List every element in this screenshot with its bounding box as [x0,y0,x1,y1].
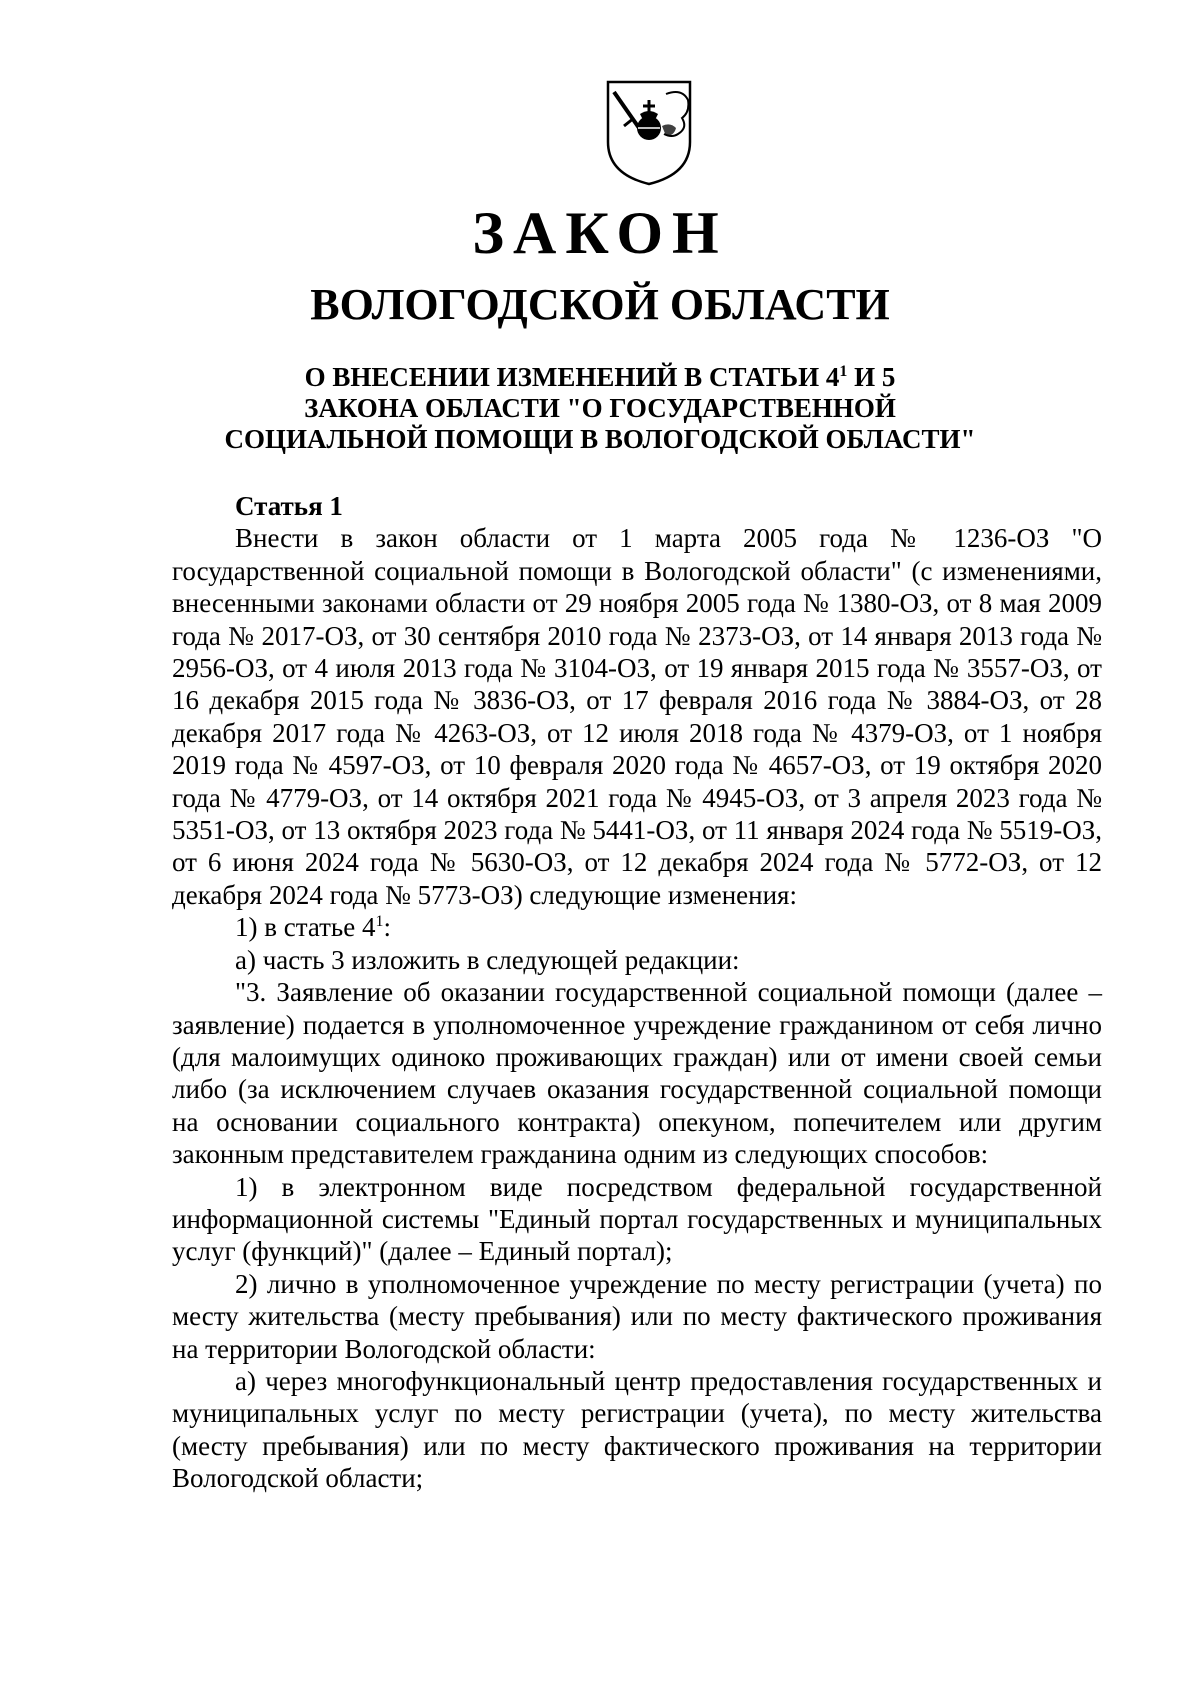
law-body [172,490,1102,1495]
article-heading: Статья 1 [235,491,343,521]
submission-way-2a: а) через многофункциональный центр предоставления государственных и муниципальных услуг по месту регистрации (учета), по месту жительства (месту пребывания) или по месту фактического проживания на территории Вологодской области; [172,1365,1102,1494]
item-1a: а) часть 3 изложить в следующей редакции: [235,944,740,975]
quoted-part-3: "3. Заявление об оказании государственной социальной помощи (далее – заявление) подается в уполномоченное учреждение гражданином от себя лично (для малоимущих одиноко проживающих граждан) или от имени своей семьи либо (за исключением случаев оказания государственной социальной помощи на основании социального контракта) опекуном, попечителем или другим законным представителем гражданина одним из следующих способов: [172,977,1102,1170]
item-1: 1) в статье $4^1$: [235,912,391,943]
vologda-coat-of-arms-icon [604,78,694,188]
law-subtitle [0,362,1200,455]
subtitle-line-1: О ВНЕСЕНИИ ИЗМЕНЕНИЙ В СТАТЬИ $4^1$ И 5 [304,362,896,392]
submission-way-2: 2) лично в уполномоченное учреждение по месту регистрации (учета) по месту жительства (месту пребывания) или по месту фактического проживания на территории Вологодской области: [172,1268,1102,1364]
document-title: ЗАКОН [472,200,728,266]
region-title: ВОЛОГОДСКОЙ ОБЛАСТИ [310,280,890,329]
submission-way-1: 1) в электронном виде посредством федеральной государственной информационной системы "Единый портал государственных и муниципальных услуг (функций)" (далее – Единый портал); [172,1171,1102,1267]
subtitle-line-3: СОЦИАЛЬНОЙ ПОМОЩИ В ВОЛОГОДСКОЙ ОБЛАСТИ" [224,424,976,454]
article-intro-paragraph: Внести в закон области от 1 марта 2005 года № 1236-ОЗ "О государственной социальной помощи в Вологодской области" (с изменениями, внесенными законами области от 29 ноября 2005 года № 1380-ОЗ, от 8 мая 2009 года № 2017-ОЗ, от 30 сентября 2010 года № 2373-ОЗ, от 14 января 2013 года № 2956-ОЗ, от 4 июля 2013 года № 3104-ОЗ, от 19 января 2015 года № 3557-ОЗ, от 16 декабря 2015 года № 3836-ОЗ, от 17 февраля 2016 года № 3884-ОЗ, от 28 декабря 2017 года № 4263-ОЗ, от 12 июля 2018 года № 4379-ОЗ, от 1 ноября 2019 года № 4597-ОЗ, от 10 февраля 2020 года № 4657-ОЗ, от 19 октября 2020 года № 4779-ОЗ, от 14 октября 2021 года № 4945-ОЗ, от 3 апреля 2023 года № 5351-ОЗ, от 13 октября 2023 года № 5441-ОЗ, от 11 января 2024 года № 5519-ОЗ, от 6 июня 2024 года № 5630-ОЗ, от 12 декабря 2024 года № 5772-ОЗ, от 12 декабря 2024 года № 5773-ОЗ) следующие изменения: [172,523,1102,910]
subtitle-line-2: ЗАКОНА ОБЛАСТИ "О ГОСУДАРСТВЕННОЙ [304,393,896,423]
